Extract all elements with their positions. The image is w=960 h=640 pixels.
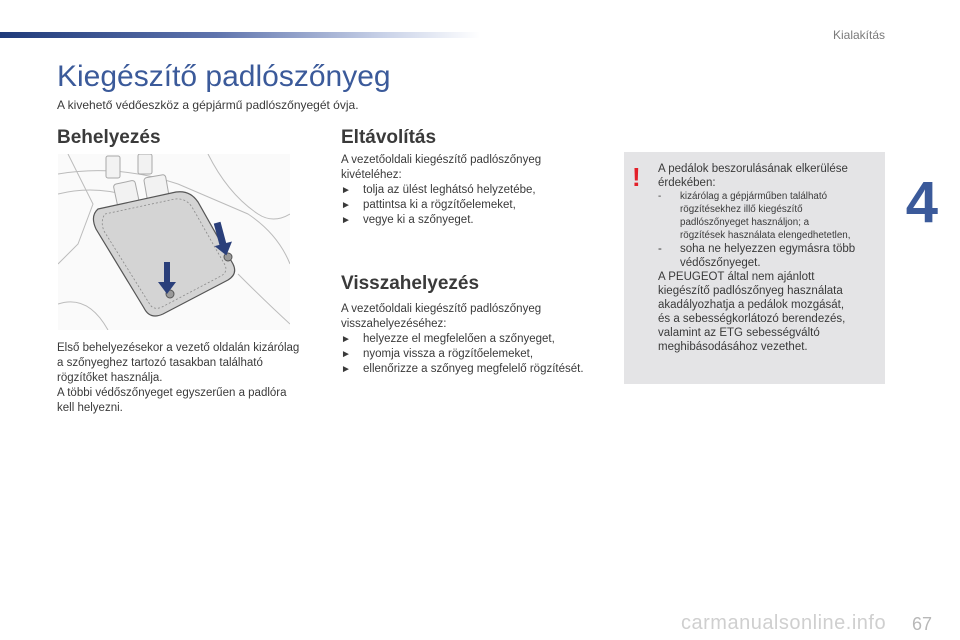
triangle-bullet-icon: ► xyxy=(341,215,351,226)
list-item: ► ellenőrizze a szőnyeg megfelelő rögzítését. xyxy=(341,363,584,375)
text-line: kiegészítő padlószőnyeg használata xyxy=(658,285,843,297)
text-line: A pedálok beszorulásának elkerülése xyxy=(658,163,848,175)
text-line: a szőnyeghez tartozó tasakban található xyxy=(57,357,263,369)
visszahelyezes-steps xyxy=(341,332,616,377)
text-line: visszahelyezéséhez: xyxy=(341,318,447,330)
eltavolitas-steps xyxy=(341,183,616,228)
list-item: ► tolja az ülést leghátsó helyzetébe, xyxy=(341,184,536,196)
floor-mat-drawing xyxy=(58,154,290,330)
text-line: A PEUGEOT által nem ajánlott xyxy=(658,271,815,283)
list-item: ► nyomja vissza a rögzítőelemeket, xyxy=(341,348,534,360)
triangle-bullet-icon: ► xyxy=(341,349,351,360)
text-line: meghibásodásához vezethet. xyxy=(658,341,808,353)
dash-bullet: - xyxy=(658,243,662,255)
watermark: carmanualsonline.info xyxy=(681,612,887,634)
text-line: A vezetőoldali kiegészítő padlószőnyeg xyxy=(341,154,542,166)
text-line: érdekében: xyxy=(658,177,716,189)
heading-visszahelyezes: Visszahelyezés xyxy=(341,273,480,294)
heading-eltavolitas: Eltávolítás xyxy=(341,127,437,148)
page-number: 67 xyxy=(911,614,932,634)
list-item: ► vegye ki a szőnyeget. xyxy=(341,214,474,226)
triangle-bullet-icon: ► xyxy=(341,364,351,375)
warning-item: - soha ne helyezzen egymásra több védőszőnyeget. xyxy=(658,243,856,269)
text-line: A többi védőszőnyeget egyszerűen a padlóra xyxy=(57,387,287,399)
eltavolitas-text xyxy=(341,153,616,228)
triangle-bullet-icon: ► xyxy=(341,185,351,196)
behelyezes-text xyxy=(57,341,317,416)
text-line: A vezetőoldali kiegészítő padlószőnyeg xyxy=(341,303,542,315)
text-line: akadályozhatja a pedálok mozgását, xyxy=(658,299,845,311)
warning-item: - kizárólag a gépjárműben található rögzítésekhez illő kiegészítő padlószőnyeget használjon; a rögzítések használata elengedhetetlen, xyxy=(658,191,851,241)
exclamation-warning-icon: ! xyxy=(632,162,641,192)
warning-box xyxy=(624,152,885,384)
text-line: rögzítőket használja. xyxy=(57,372,163,384)
section-label: Kialakítás xyxy=(832,28,885,42)
chapter-number: 4 xyxy=(905,170,938,235)
text-line: és a sebességkorlátozó berendezés, xyxy=(658,313,846,325)
text-line: kivételéhez: xyxy=(341,169,402,181)
text-line: valamint az ETG sebességváltó xyxy=(658,327,820,339)
heading-behelyezes: Behelyezés xyxy=(57,127,161,148)
header-accent-bar xyxy=(0,32,480,38)
page-title: Kiegészítő padlószőnyeg xyxy=(57,60,391,93)
text-line: kell helyezni. xyxy=(57,402,123,414)
dash-bullet: - xyxy=(658,191,662,202)
triangle-bullet-icon: ► xyxy=(341,200,351,211)
page-subtitle: A kivehető védőeszköz a gépjármű padlószőnyegét óvja. xyxy=(57,98,359,112)
visszahelyezes-text xyxy=(341,302,616,377)
text-line: Első behelyezésekor a vezető oldalán kizárólag xyxy=(57,342,300,354)
floor-mat-illustration xyxy=(57,153,291,331)
list-item: ► helyezze el megfelelően a szőnyeget, xyxy=(341,333,555,345)
list-item: ► pattintsa ki a rögzítőelemeket, xyxy=(341,199,516,211)
triangle-bullet-icon: ► xyxy=(341,334,351,345)
warning-text xyxy=(658,162,880,354)
